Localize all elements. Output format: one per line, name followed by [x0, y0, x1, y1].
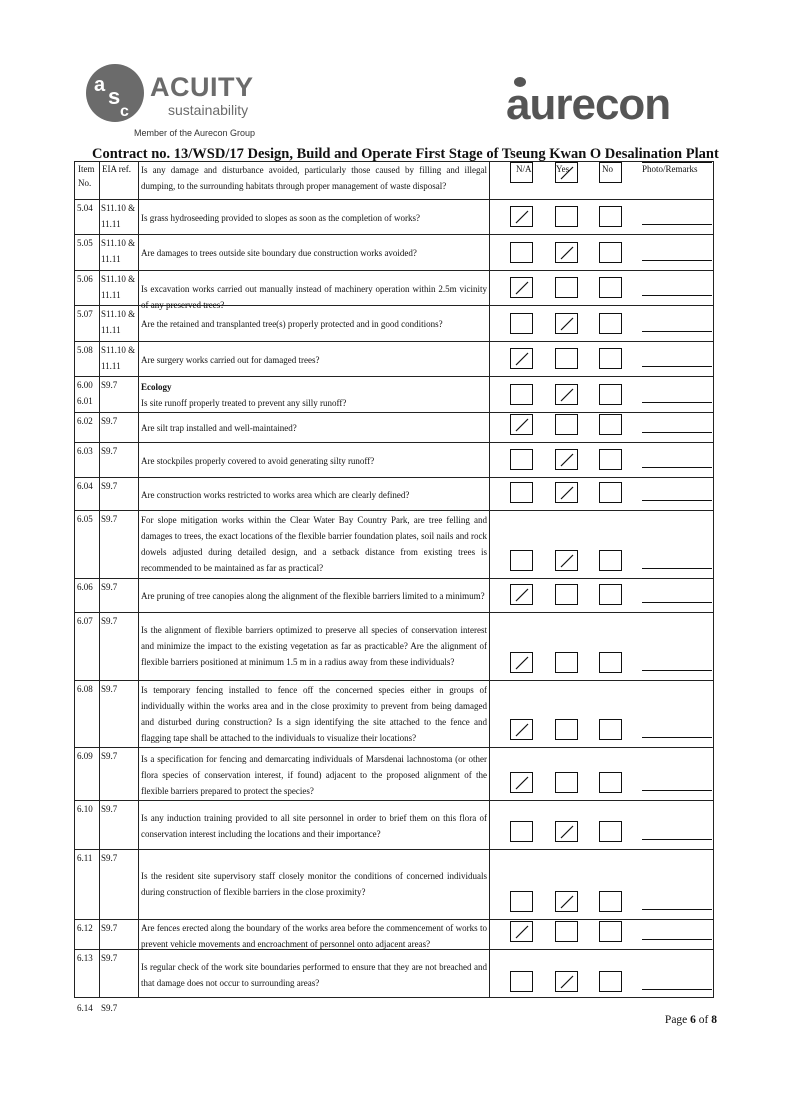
eia-reference: S9.7	[101, 1003, 118, 1013]
checklist-question: Are the retained and transplanted tree(s) properly protected and in good conditions?	[141, 319, 443, 329]
tick-mark-icon	[556, 385, 579, 406]
remarks-line[interactable]	[642, 568, 712, 569]
checklist-question: Ecology Is site runoff properly treated to prevent any silly runoff?	[141, 382, 347, 408]
item-number: 6.10	[77, 804, 93, 814]
checklist-question: Is the resident site supervisory staff closely monitor the conditions of concerned individuals during construction of flexible barriers in the close proximity?	[141, 871, 487, 897]
checklist-question: Are construction works restricted to works area which are clearly defined?	[141, 489, 410, 500]
tick-mark-icon	[556, 551, 579, 572]
remarks-line[interactable]	[642, 989, 712, 990]
tick-mark-icon	[556, 243, 579, 264]
checkbox-yes[interactable]	[555, 206, 578, 227]
checkbox-yes[interactable]	[555, 384, 578, 405]
checkbox-yes[interactable]	[555, 242, 578, 263]
checkbox-na[interactable]	[510, 821, 533, 842]
checkbox-yes[interactable]	[555, 550, 578, 571]
acuity-logo	[86, 64, 286, 124]
checkbox-no[interactable]	[599, 971, 622, 992]
remarks-line[interactable]	[642, 331, 712, 332]
checklist-question: Are silt trap installed and well-maintained?	[141, 423, 297, 433]
checkbox-yes[interactable]	[555, 821, 578, 842]
item-number: 6.09	[77, 751, 93, 761]
remarks-line[interactable]	[642, 670, 712, 671]
checklist-question: Is regular check of the work site boundaries performed to ensure that they are not breached and that damage does not occur to surrounding areas?	[141, 962, 487, 988]
checkbox-yes[interactable]	[555, 277, 578, 298]
checkbox-no[interactable]	[599, 414, 622, 435]
tick-mark-icon	[556, 892, 579, 913]
checklist-question: For slope mitigation works within the Clear Water Bay Country Park, are tree felling and damages to trees, the exact locations of the flexible barrier foundation plates, soil nails and rock dowels adjusted during detailed design, and a setback distance from existing trees is recommended to be maintained as far as practical?	[141, 515, 487, 573]
checkbox-na[interactable]	[510, 348, 533, 369]
tick-mark-icon	[511, 585, 534, 606]
item-number: 6.12	[77, 923, 93, 933]
remarks-line[interactable]	[642, 295, 712, 296]
eia-reference: S9.7	[101, 953, 118, 963]
checklist-question: Is excavation works carried out manually instead of machinery operation within 2.5m vicinity of any preserved trees?	[141, 283, 487, 310]
checkbox-no[interactable]	[599, 384, 622, 405]
checkbox-na[interactable]	[510, 971, 533, 992]
checkbox-no[interactable]	[599, 584, 622, 605]
checkbox-no[interactable]	[599, 652, 622, 673]
checkbox-yes[interactable]	[555, 719, 578, 740]
remarks-line[interactable]	[642, 402, 712, 403]
remarks-line[interactable]	[642, 839, 712, 840]
checkbox-no[interactable]	[599, 719, 622, 740]
svg-text:s: s	[108, 84, 121, 109]
item-number: 6.07	[77, 616, 93, 626]
item-number: 6.05	[77, 514, 93, 524]
page-number: Page 6 of 8	[664, 1014, 717, 1026]
remarks-line[interactable]	[642, 737, 712, 738]
checkbox-yes[interactable]	[555, 449, 578, 470]
eia-reference: S11.10 & 11.11	[101, 238, 136, 264]
checklist-question: Is grass hydroseeding provided to slopes as soon as the completion of works?	[141, 212, 420, 223]
checklist-question: Is temporary fencing installed to fence off the concerned species either in groups of individually within the works area and in the close proximity to prevent from being damaged and disturbed during construction? Is a sign identifying the site attached to the fence and flagging tape shall be attached to the individuals to visualize their locations?	[141, 684, 487, 743]
checklist-question: Are stockpiles properly covered to avoid generating silty runoff?	[141, 455, 375, 466]
checkbox-no[interactable]	[599, 313, 622, 334]
eia-reference: S9.7	[101, 481, 118, 491]
eia-reference: S9.7	[101, 616, 118, 626]
checkbox-na[interactable]	[510, 921, 533, 942]
item-number: 6.11	[77, 853, 93, 863]
header-na: N/A	[516, 164, 532, 174]
item-number: 6.03	[77, 446, 93, 456]
section-heading: Ecology	[141, 382, 172, 392]
remarks-line[interactable]	[642, 790, 712, 791]
checkbox-no[interactable]	[599, 891, 622, 912]
checkbox-na[interactable]	[510, 772, 533, 793]
checkbox-no[interactable]	[599, 242, 622, 263]
checkbox-no[interactable]	[599, 277, 622, 298]
checkbox-no[interactable]	[599, 449, 622, 470]
header-remarks: Photo/Remarks	[642, 164, 698, 174]
tick-mark-icon	[556, 163, 579, 184]
checkbox-yes[interactable]	[555, 348, 578, 369]
tick-mark-icon	[556, 822, 579, 843]
eia-reference: S9.7	[101, 416, 118, 426]
checkbox-no[interactable]	[599, 482, 622, 503]
checkbox-na[interactable]	[510, 206, 533, 227]
eia-reference: S9.7	[101, 684, 118, 694]
checkbox-na[interactable]	[510, 652, 533, 673]
header-eia-ref: EIA ref.	[102, 164, 131, 174]
checkbox-yes[interactable]	[555, 772, 578, 793]
item-number: 6.04	[77, 481, 93, 491]
eia-reference: S9.7	[101, 582, 118, 592]
remarks-line[interactable]	[642, 432, 712, 433]
member-text: Member of the Aurecon Group	[134, 128, 256, 138]
eia-reference: S9.7	[101, 923, 118, 933]
checkbox-yes[interactable]	[555, 652, 578, 673]
checkbox-na[interactable]	[510, 719, 533, 740]
item-number: 6.00 6.01	[77, 380, 93, 406]
checkbox-na[interactable]	[510, 449, 533, 470]
tick-mark-icon	[511, 349, 534, 370]
eia-reference: S9.7	[101, 446, 118, 456]
checkbox-yes[interactable]	[555, 584, 578, 605]
checkbox-yes[interactable]	[555, 891, 578, 912]
checkbox-yes[interactable]	[555, 162, 578, 183]
remarks-line[interactable]	[642, 467, 712, 468]
checklist-question: Is a specification for fencing and demarcating individuals of Marsdenai lachnostoma (or other flora species of conservation interest, if found) adjacent to the proposed alignment of the flexible barriers prepared to protect the species?	[141, 753, 487, 796]
checklist-question: Is any induction training provided to all site personnel in order to brief them on this flora of conservation interest including the locations and their importance?	[141, 812, 487, 839]
item-number: 6.08	[77, 684, 93, 694]
eia-reference: S11.10 & 11.11	[101, 203, 136, 229]
checkbox-no[interactable]	[599, 348, 622, 369]
checkbox-na[interactable]	[510, 584, 533, 605]
remarks-line[interactable]	[642, 162, 712, 163]
remarks-line[interactable]	[642, 500, 712, 501]
header-item: Item No.	[78, 164, 95, 188]
tick-mark-icon	[511, 773, 534, 794]
eia-reference: S9.7	[101, 853, 118, 863]
checkbox-yes[interactable]	[555, 313, 578, 334]
eia-reference: S9.7	[101, 751, 118, 761]
checkbox-na[interactable]	[510, 891, 533, 912]
tick-mark-icon	[556, 450, 579, 471]
eia-reference: S11.10 & 11.11	[101, 274, 136, 300]
eia-reference: S9.7	[101, 380, 118, 390]
checklist-question: Are damages to trees outside site boundary due construction works avoided?	[141, 248, 417, 258]
item-number: 5.04	[77, 203, 93, 213]
checkbox-no[interactable]	[599, 921, 622, 942]
item-number: 5.08	[77, 345, 93, 355]
checkbox-no[interactable]	[599, 772, 622, 793]
eia-reference: S11.10 & 11.11	[101, 309, 136, 335]
checklist-question: Are pruning of tree canopies along the alignment of the flexible barriers limited to a minimum?	[141, 591, 485, 601]
checkbox-no[interactable]	[599, 162, 622, 183]
svg-text:c: c	[120, 103, 129, 120]
checklist-question: Are surgery works carried out for damaged trees?	[141, 354, 320, 365]
checkbox-yes[interactable]	[555, 482, 578, 503]
checklist-question: Is the alignment of flexible barriers optimized to preserve all species of conservation interest and minimize the impact to the existing vegetation as far as practicable? Are the alignment of flexible barriers positioned at minimum 1.5 m in a radius away from these individuals?	[141, 625, 487, 667]
tick-mark-icon	[511, 922, 534, 943]
eia-reference: S9.7	[101, 514, 118, 524]
checkbox-na[interactable]	[510, 482, 533, 503]
checkbox-yes[interactable]	[555, 921, 578, 942]
header-yes: Yes	[556, 164, 570, 174]
acuity-name: ACUITY	[150, 72, 254, 102]
checkbox-na[interactable]	[510, 242, 533, 263]
checkbox-na[interactable]	[510, 162, 533, 183]
item-number: 5.07	[77, 309, 93, 319]
checkbox-yes[interactable]	[555, 414, 578, 435]
acuity-emblem-icon	[86, 64, 144, 122]
tick-mark-icon	[556, 314, 579, 335]
svg-text:a: a	[94, 74, 106, 96]
checkbox-na[interactable]	[510, 277, 533, 298]
tick-mark-icon	[511, 278, 534, 299]
tick-mark-icon	[511, 653, 534, 674]
checklist-question: Is any damage and disturbance avoided, particularly those caused by filling and illegal dumping, to the surrounding habitats through proper management of waste disposal?	[141, 165, 487, 191]
checkbox-no[interactable]	[599, 206, 622, 227]
checkbox-na[interactable]	[510, 550, 533, 571]
checkbox-na[interactable]	[510, 384, 533, 405]
checklist-table	[74, 161, 714, 1013]
checkbox-no[interactable]	[599, 550, 622, 571]
remarks-line[interactable]	[642, 260, 712, 261]
item-number: 6.13	[77, 953, 93, 963]
aurecon-name: aurecon	[506, 80, 671, 129]
checkbox-yes[interactable]	[555, 971, 578, 992]
remarks-line[interactable]	[642, 224, 712, 225]
remarks-line[interactable]	[642, 939, 712, 940]
header-no: No	[602, 164, 613, 174]
tick-mark-icon	[511, 720, 534, 741]
tick-mark-icon	[556, 972, 579, 993]
tick-mark-icon	[511, 415, 534, 436]
contract-title: Contract no. 13/WSD/17 Design, Build and Operate First Stage of Tseung Kwan O Desalination Plant	[92, 146, 719, 162]
item-number: 6.02	[77, 416, 93, 426]
checkbox-no[interactable]	[599, 821, 622, 842]
checkbox-na[interactable]	[510, 414, 533, 435]
remarks-line[interactable]	[642, 602, 712, 603]
checklist-question: Are fences erected along the boundary of the works area before the commencement of works to prevent vehicle movements and encroachment of personnel onto adjacent areas?	[141, 923, 487, 949]
item-number: 6.06	[77, 582, 93, 592]
acuity-subtitle: sustainability	[168, 102, 249, 118]
eia-reference: S9.7	[101, 804, 118, 814]
remarks-line[interactable]	[642, 366, 712, 367]
tick-mark-icon	[556, 483, 579, 504]
item-number: 5.05	[77, 238, 93, 248]
item-number: 5.06	[77, 274, 93, 284]
remarks-line[interactable]	[642, 909, 712, 910]
eia-reference: S11.10 & 11.11	[101, 345, 136, 371]
aurecon-logo	[506, 74, 706, 129]
checkbox-na[interactable]	[510, 313, 533, 334]
tick-mark-icon	[511, 207, 534, 228]
item-number: 6.14	[77, 1003, 93, 1013]
